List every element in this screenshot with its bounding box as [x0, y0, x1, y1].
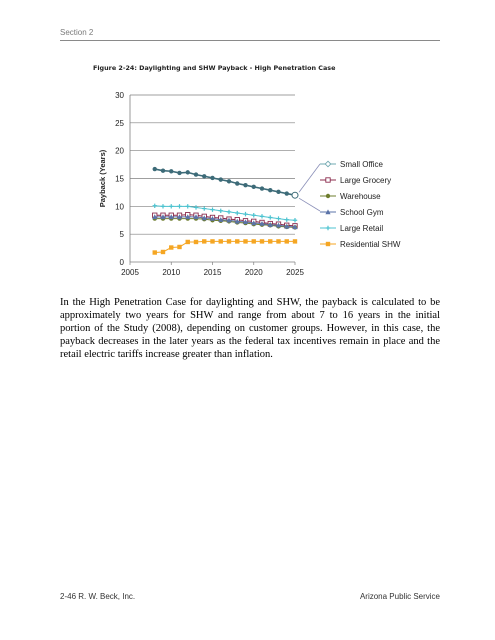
y-tick-label: 20 [115, 146, 124, 156]
data-point [153, 250, 157, 254]
legend-item [320, 240, 401, 249]
data-point [153, 167, 157, 171]
data-point [186, 204, 190, 208]
data-point [177, 171, 181, 175]
x-tick-label: 2025 [286, 268, 304, 277]
series-residential-shw [153, 239, 298, 255]
data-point [268, 215, 272, 219]
data-point [161, 169, 165, 173]
callout-arrow [299, 164, 320, 192]
data-point [325, 161, 331, 167]
data-point [252, 239, 256, 243]
x-tick-label: 2010 [162, 268, 181, 277]
data-point [252, 185, 256, 189]
data-point [235, 211, 239, 215]
y-tick-label: 5 [119, 230, 124, 240]
data-point [243, 183, 247, 187]
data-point [260, 239, 264, 243]
data-point [227, 210, 231, 214]
y-tick-label: 30 [115, 91, 124, 100]
data-point [194, 172, 198, 176]
data-point [202, 174, 206, 178]
legend-item [320, 208, 384, 217]
data-point [326, 226, 330, 230]
data-point [219, 239, 223, 243]
series-line [155, 169, 295, 195]
data-point [177, 245, 181, 249]
data-point [227, 179, 231, 183]
y-tick-label: 25 [115, 118, 124, 128]
payback-chart [85, 85, 401, 285]
data-point [285, 191, 289, 195]
data-point [293, 239, 297, 243]
data-point [161, 250, 165, 254]
data-point [219, 209, 223, 213]
footer-left: 2-46 R. W. Beck, Inc. [60, 592, 136, 601]
highlight-point [292, 192, 298, 198]
data-point [276, 216, 280, 220]
data-point [169, 204, 173, 208]
data-point [285, 217, 289, 221]
data-point [252, 213, 256, 217]
data-point [202, 239, 206, 243]
data-point [202, 206, 206, 210]
data-point [210, 207, 214, 211]
legend-label: Large Grocery [340, 176, 392, 185]
data-point [169, 245, 173, 249]
data-point [153, 204, 157, 208]
data-point [243, 239, 247, 243]
data-point [285, 239, 289, 243]
data-point [235, 181, 239, 185]
data-point [177, 204, 181, 208]
y-tick-label: 15 [115, 174, 124, 184]
legend-label: Residential SHW [340, 240, 401, 249]
y-axis-label: Payback (Years) [98, 149, 107, 208]
data-point [243, 212, 247, 216]
data-point [268, 239, 272, 243]
data-point [210, 176, 214, 180]
data-point [260, 214, 264, 218]
legend-label: School Gym [340, 208, 384, 217]
footer-right: Arizona Public Service [359, 592, 440, 601]
callout-arrow [299, 198, 320, 211]
x-tick-label: 2020 [244, 268, 263, 277]
body-paragraph: In the High Penetration Case for daylighting and SHW, the payback is calculated to be approximately two years for SHW and range from about 7 to 16 years in the initial portion of the Study (2008), depending on customer groups. However, in this case, the payback decreases in the later years as the federal tax incentives remain in place and the retail electric tariffs increase greater than inflation. [60, 297, 440, 360]
legend-label: Small Office [340, 160, 383, 169]
data-point [210, 239, 214, 243]
series-small-office [153, 167, 298, 198]
data-point [268, 188, 272, 192]
data-point [227, 239, 231, 243]
figure-caption: Figure 2-24: Daylighting and SHW Payback - High Penetration Case [93, 64, 336, 72]
y-tick-label: 0 [119, 258, 124, 267]
legend-item [320, 224, 383, 233]
x-tick-label: 2015 [203, 268, 222, 277]
legend-item [320, 192, 381, 201]
data-point [326, 178, 330, 182]
data-point [186, 170, 190, 174]
section-label: Section 2 [60, 28, 94, 37]
data-point [235, 239, 239, 243]
series-school-gym [152, 214, 297, 229]
data-point [194, 205, 198, 209]
header-rule [60, 40, 440, 41]
data-point [161, 204, 165, 208]
data-point [276, 239, 280, 243]
series-line [155, 241, 295, 252]
data-point [326, 242, 330, 246]
data-point [219, 177, 223, 181]
data-point [326, 194, 330, 198]
legend-label: Large Retail [340, 224, 384, 233]
data-point [276, 190, 280, 194]
data-point [293, 218, 297, 222]
legend-item [320, 160, 384, 169]
data-point [260, 186, 264, 190]
legend-item [320, 176, 391, 185]
data-point [194, 240, 198, 244]
data-point [186, 240, 190, 244]
data-point [169, 169, 173, 173]
legend-label: Warehouse [340, 192, 381, 201]
y-tick-label: 10 [115, 202, 124, 212]
x-tick-label: 2005 [121, 268, 139, 277]
